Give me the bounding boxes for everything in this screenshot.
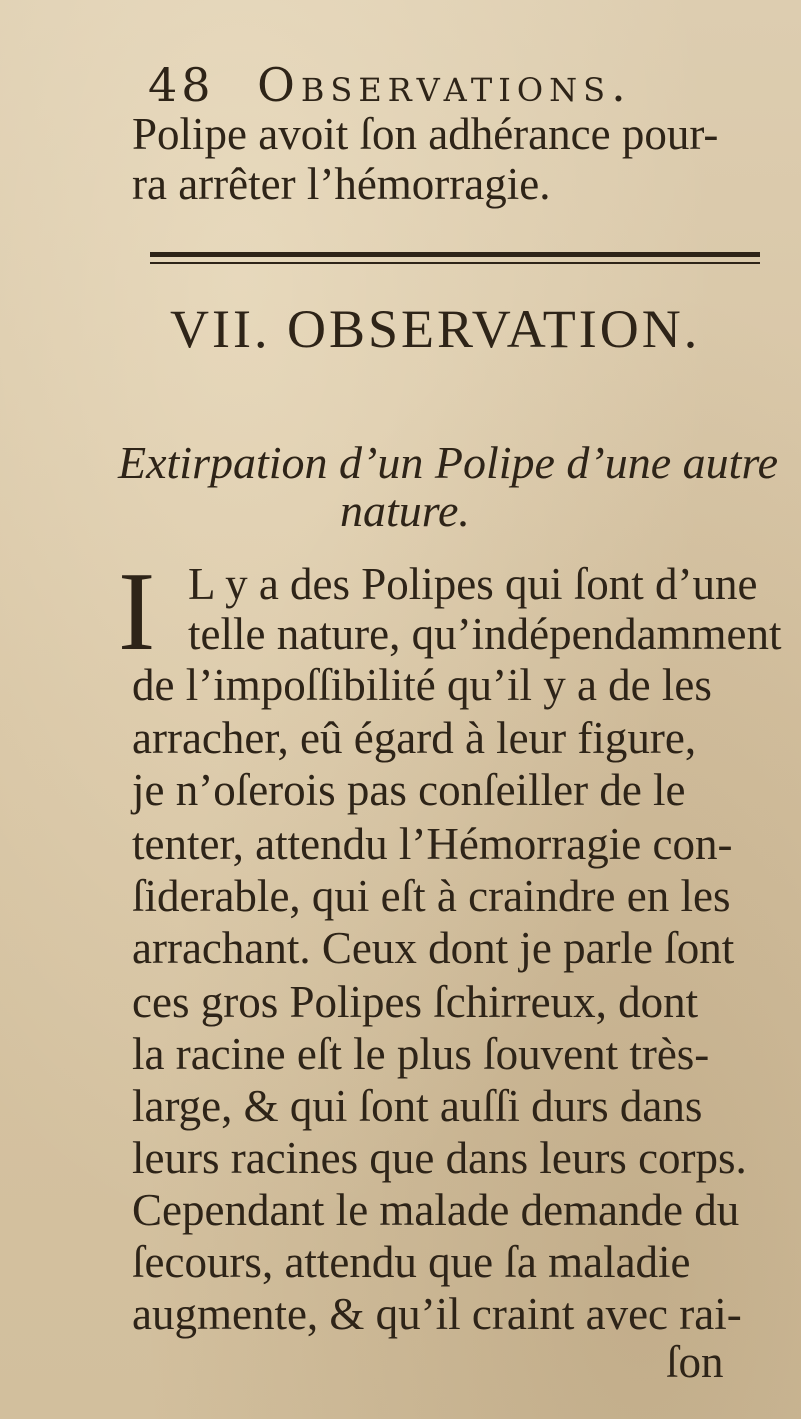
paragraph-line: Cependant le malade demande du [132,1185,740,1235]
section-subtitle: nature. [340,485,470,536]
page-header [148,58,632,112]
section-divider [150,252,760,264]
section-subtitle: Extirpation d’un Polipe d’une autre [118,437,779,488]
paragraph-line: large, & qui ſont auſſi durs dans [132,1081,703,1131]
paragraph-line: arrachant. Ceux dont je parle ſont [132,923,735,973]
paragraph-line: arracher, eû égard à leur figure, [132,713,697,763]
paragraph-line: ſiderable, qui eſt à craindre en les [132,871,731,921]
page-number: 48 [148,58,215,112]
paragraph-line: la racine eſt le plus ſouvent très- [132,1029,710,1079]
paragraph-line: telle nature, qu’indépendamment [188,609,782,659]
paragraph-line: augmente, & qu’il craint avec rai- [132,1289,742,1339]
carry-over-line: Polipe avoit ſon adhérance pour- [132,109,719,159]
paragraph-line: ces gros Polipes ſchirreux, dont [132,977,699,1027]
paragraph-line: je n’oſerois pas conſeiller de le [132,765,686,815]
paragraph-line: tenter, attendu l’Hémorragie con- [132,819,733,869]
paragraph-line: L y a des Polipes qui ſont d’une [188,559,758,609]
drop-cap: I [118,550,156,674]
paragraph-line: de l’impoſſibilité qu’il y a de les [132,660,712,710]
paragraph-line: leurs racines que dans leurs corps. [132,1133,747,1183]
paragraph-line: ſecours, attendu que ſa maladie [132,1237,691,1287]
running-title: Observations. [257,58,632,112]
carry-over-line: ra arrêter l’hémorragie. [132,159,551,209]
section-heading: VII. OBSERVATION. [170,299,701,359]
catchword: ſon [666,1337,724,1387]
